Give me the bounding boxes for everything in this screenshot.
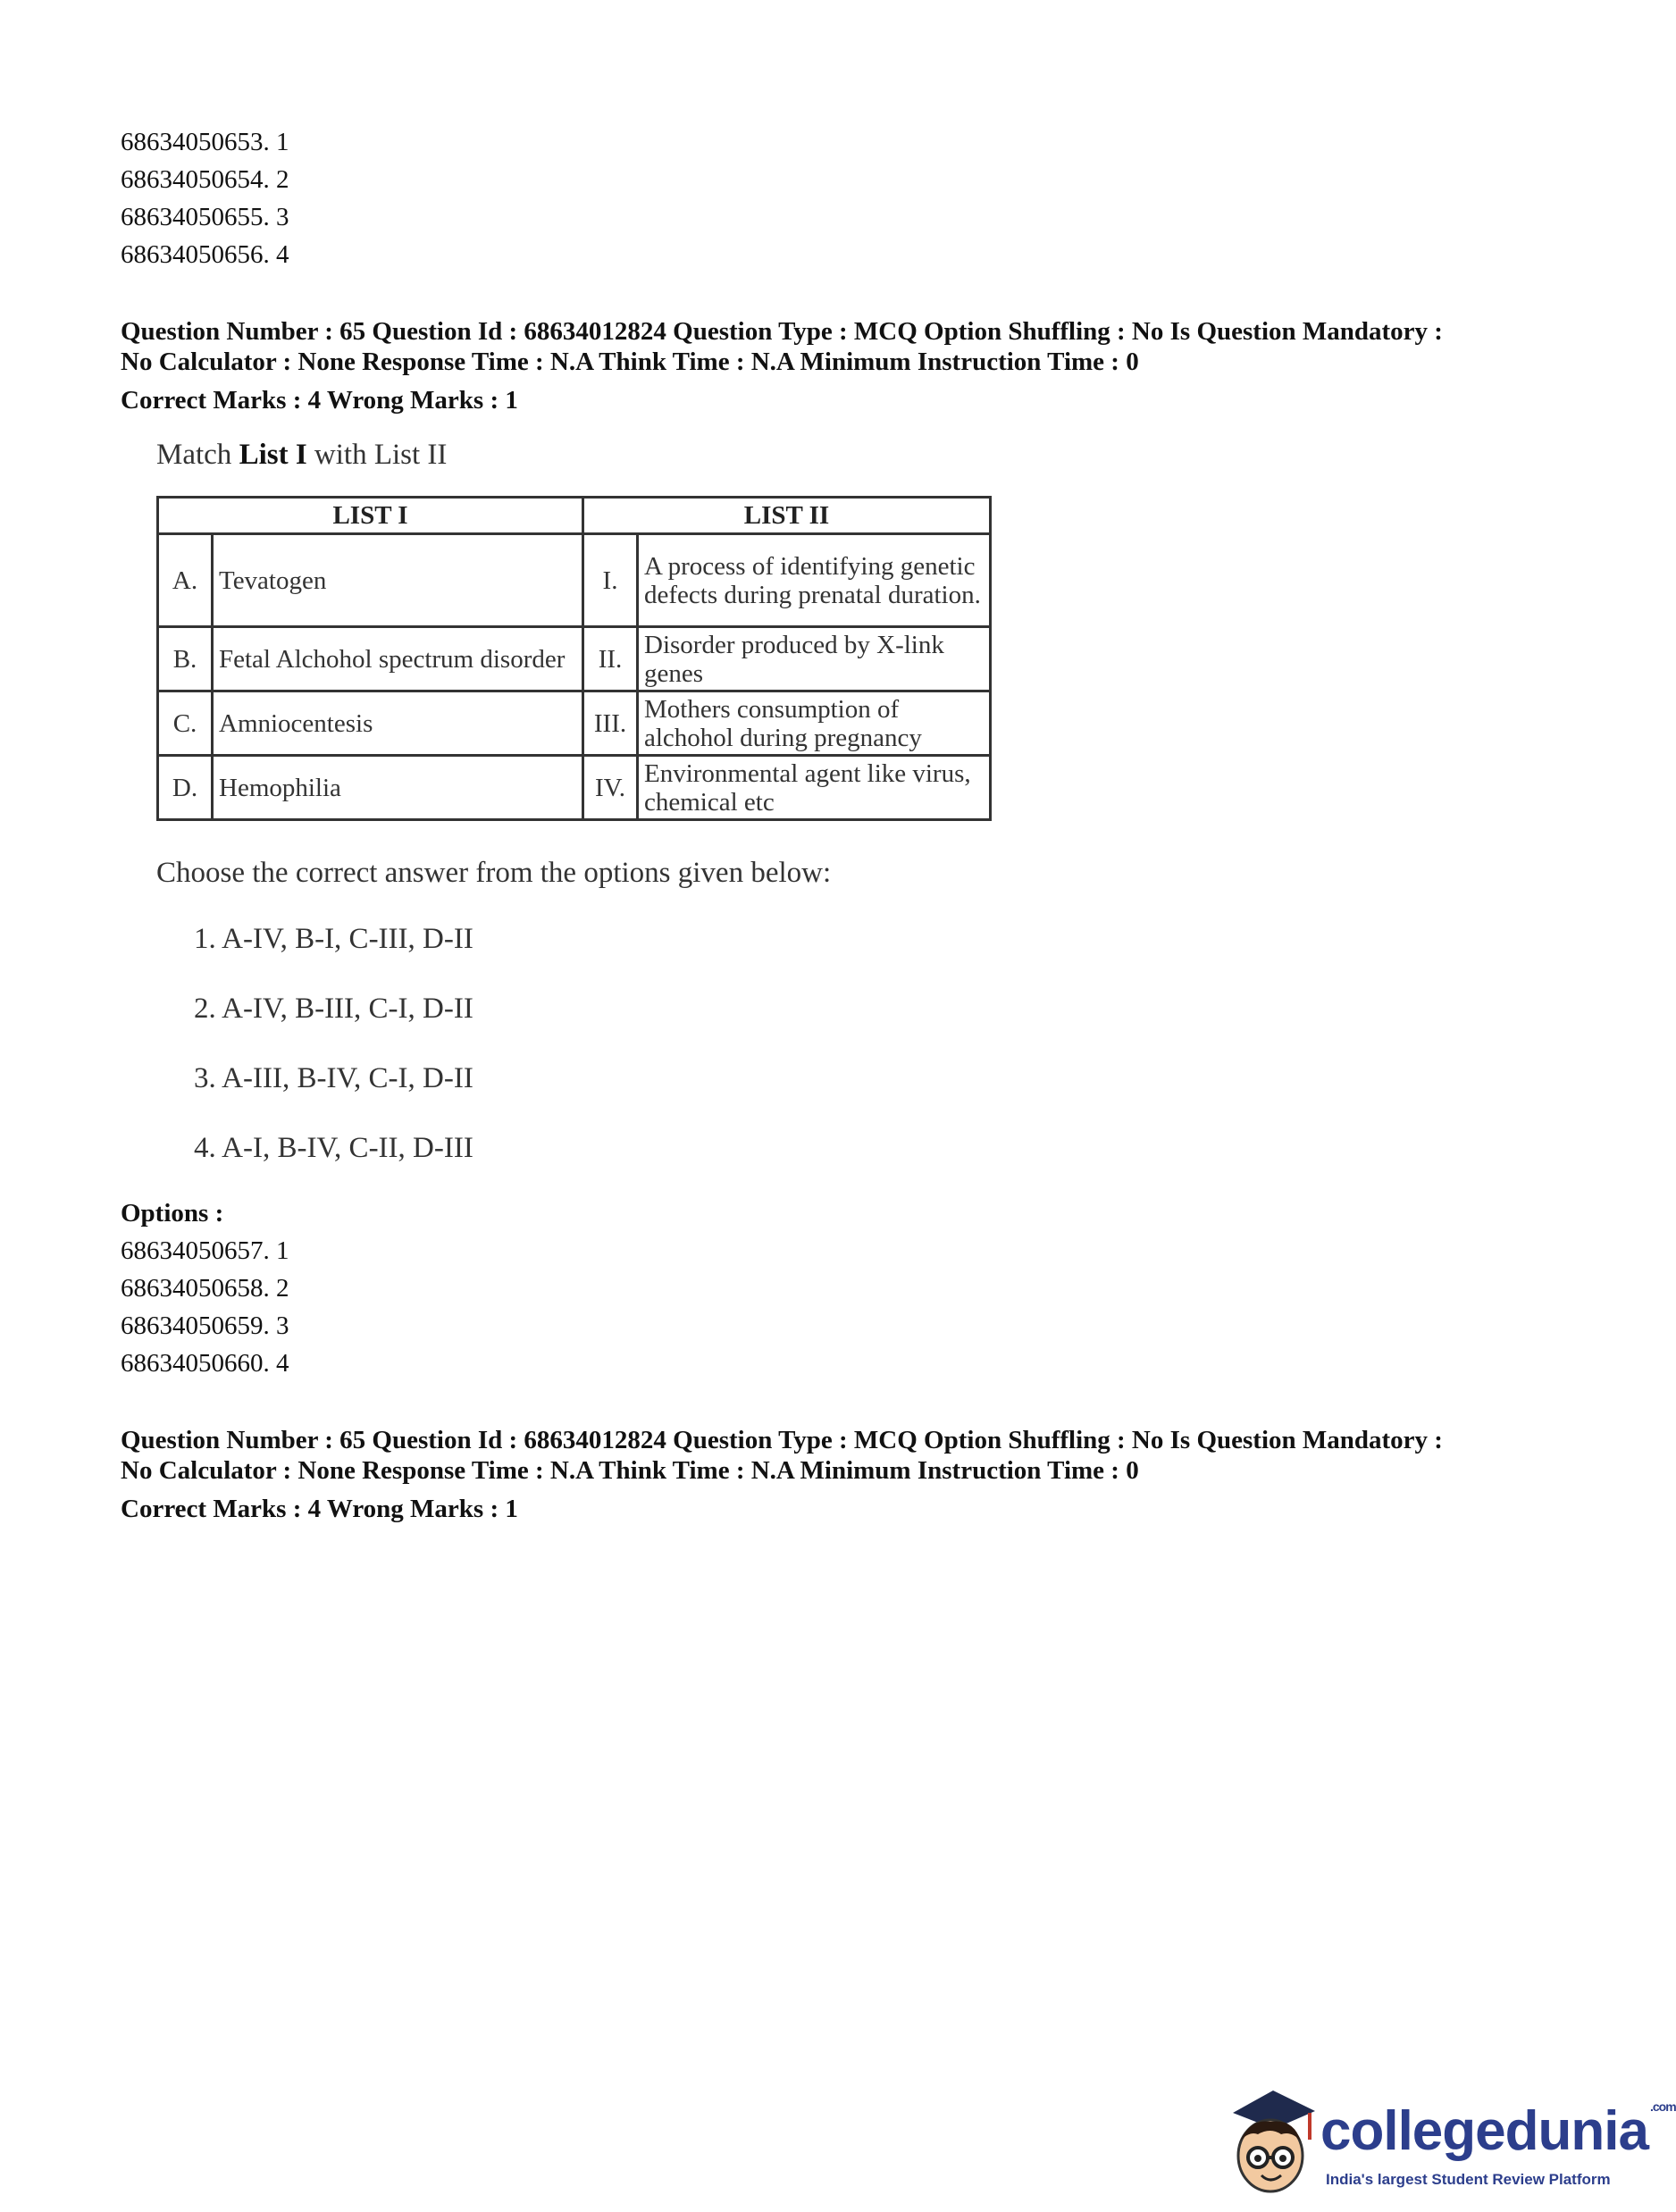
row-roman: I. (583, 534, 638, 627)
row-label: D. (158, 756, 213, 820)
answer-choice: 3. A-III, B-IV, C-I, D-II (194, 1062, 473, 1094)
row-label: B. (158, 627, 213, 691)
option-line: 68634050654. 2 (121, 165, 289, 194)
option-line: 68634050660. 4 (121, 1349, 289, 1378)
intro-text: Match (156, 439, 239, 471)
list2-item: Mothers consumption of alchohol during pregnancy (638, 691, 991, 756)
intro-text: with List II (306, 439, 448, 471)
answer-choice: 2. A-IV, B-III, C-I, D-II (194, 993, 473, 1025)
answer-choice: 4. A-I, B-IV, C-II, D-III (194, 1132, 473, 1164)
list1-item: Tevatogen (213, 534, 583, 627)
question-image (156, 437, 1550, 1166)
question-block (121, 316, 1550, 1382)
document-body (121, 123, 1550, 1524)
logo-wordmark: collegedunia $^{.com}$ (1320, 2099, 1676, 2162)
logo-tagline: India's largest Student Review Platform (1326, 2171, 1611, 2188)
question-meta: No Calculator : None Response Time : N.A Think Time : N.A Minimum Instruction Time : 0 (121, 1456, 1139, 1485)
row-roman: III. (583, 691, 638, 756)
option-line: 68634050659. 3 (121, 1311, 289, 1340)
option-line: 68634050655. 3 (121, 203, 289, 231)
previous-options (121, 123, 1550, 273)
option-line: 68634050656. 4 (121, 240, 289, 269)
row-label: A. (158, 534, 213, 627)
collegedunia-logo[interactable] (1215, 2082, 1676, 2207)
option-line: 68634050653. 1 (121, 128, 289, 156)
row-roman: II. (583, 627, 638, 691)
question-marks: Correct Marks : 4 Wrong Marks : 1 (121, 386, 518, 415)
options-label: Options : (121, 1199, 224, 1227)
answer-choice: 1. A-IV, B-I, C-III, D-II (194, 923, 473, 955)
list1-item: Fetal Alchohol spectrum disorder (213, 627, 583, 691)
question-meta: No Calculator : None Response Time : N.A Think Time : N.A Minimum Instruction Time : 0 (121, 348, 1139, 376)
list1-item: Hemophilia (213, 756, 583, 820)
choose-instruction: Choose the correct answer from the options given below: (156, 857, 832, 889)
row-label: C. (158, 691, 213, 756)
list2-header: LIST II (583, 498, 991, 534)
list2-item: A process of identifying genetic defects during prenatal duration. (638, 534, 991, 627)
option-line: 68634050658. 2 (121, 1274, 289, 1303)
answer-choices (194, 921, 1550, 1166)
row-roman: IV. (583, 756, 638, 820)
list1-header: LIST I (158, 498, 583, 534)
question-meta: Question Number : 65 Question Id : 68634012824 Question Type : MCQ Option Shuffling : No Is Question Mandatory : (121, 1426, 1443, 1454)
question-block (121, 1425, 1550, 1524)
intro-bold: List I (239, 439, 307, 471)
question-meta: Question Number : 65 Question Id : 68634012824 Question Type : MCQ Option Shuffling : No Is Question Mandatory : (121, 317, 1443, 346)
question-intro (156, 437, 1550, 473)
mascot-icon (1215, 2086, 1322, 2202)
list1-item: Amniocentesis (213, 691, 583, 756)
match-table (156, 496, 992, 821)
list2-item: Disorder produced by X-link genes (638, 627, 991, 691)
option-line: 68634050657. 1 (121, 1236, 289, 1265)
list2-item: Environmental agent like virus, chemical etc (638, 756, 991, 820)
question-marks: Correct Marks : 4 Wrong Marks : 1 (121, 1495, 518, 1523)
